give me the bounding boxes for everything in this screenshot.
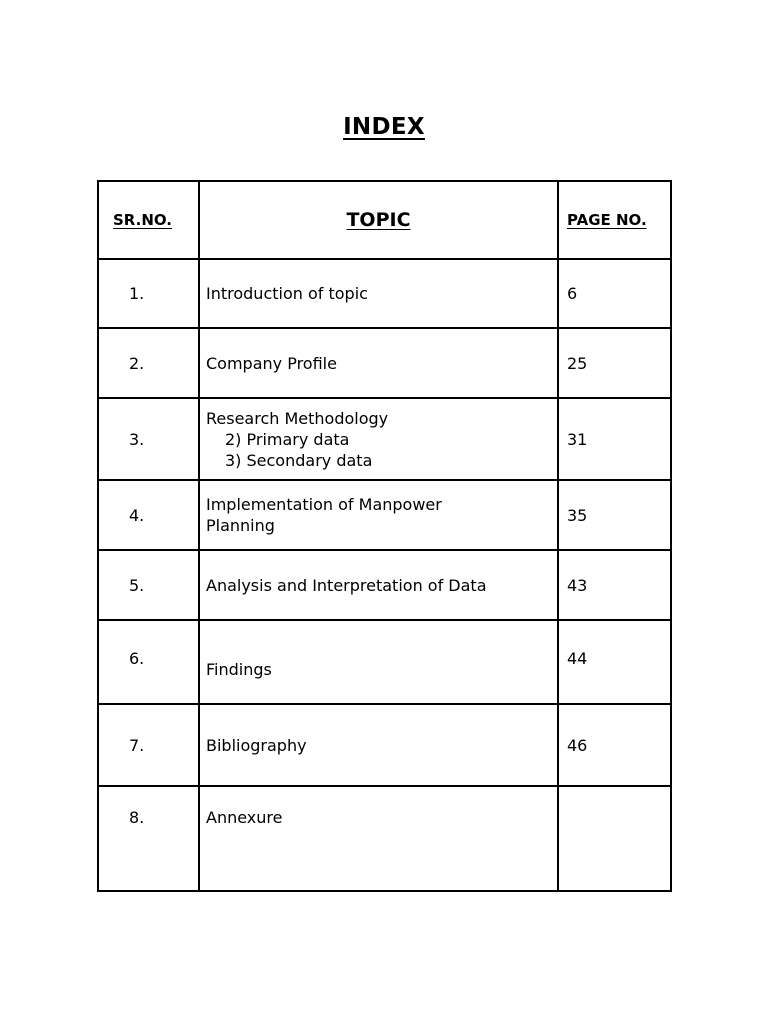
page-no-cell: 31 [558, 398, 671, 480]
index-table [97, 180, 672, 892]
header-sr-no: SR.NO. [98, 181, 199, 259]
sr-no-cell: 1. [98, 259, 199, 328]
topic-cell: Annexure [199, 786, 558, 891]
table-row [98, 786, 671, 891]
table-row [98, 480, 671, 550]
topic-cell: Analysis and Interpretation of Data [199, 550, 558, 620]
page-title: INDEX [343, 114, 425, 140]
topic-cell [199, 480, 558, 550]
sr-no-cell: 6. [98, 620, 199, 704]
page-no-cell: 46 [558, 704, 671, 786]
sr-no-cell: 5. [98, 550, 199, 620]
topic-text: Implementation of Manpower [206, 495, 442, 514]
subtopic-text: 3) Secondary data [225, 450, 373, 470]
page-no-cell: 25 [558, 328, 671, 398]
topic-cell [199, 398, 558, 480]
topic-text-line2: Planning [206, 516, 275, 535]
page-no-cell [558, 786, 671, 891]
sr-no-cell: 8. [98, 786, 199, 891]
page-no-cell: 6 [558, 259, 671, 328]
sr-no-cell: 7. [98, 704, 199, 786]
sr-no-cell: 3. [98, 398, 199, 480]
header-page-no: PAGE NO. [558, 181, 671, 259]
table-row [98, 259, 671, 328]
table-row [98, 620, 671, 704]
table-row [98, 550, 671, 620]
page-no-cell: 43 [558, 550, 671, 620]
topic-cell: Bibliography [199, 704, 558, 786]
topic-cell: Findings [199, 620, 558, 704]
table-header-row [98, 181, 671, 259]
table-row [98, 398, 671, 480]
topic-cell: Introduction of topic [199, 259, 558, 328]
page-no-cell: 35 [558, 480, 671, 550]
topic-text: Research Methodology [206, 408, 389, 428]
page-no-cell: 44 [558, 620, 671, 704]
table-row [98, 328, 671, 398]
header-topic: TOPIC [199, 181, 558, 259]
topic-cell: Company Profile [199, 328, 558, 398]
sr-no-cell: 2. [98, 328, 199, 398]
table-row [98, 704, 671, 786]
subtopic-text: 2) Primary data [225, 429, 350, 449]
sr-no-cell: 4. [98, 480, 199, 550]
